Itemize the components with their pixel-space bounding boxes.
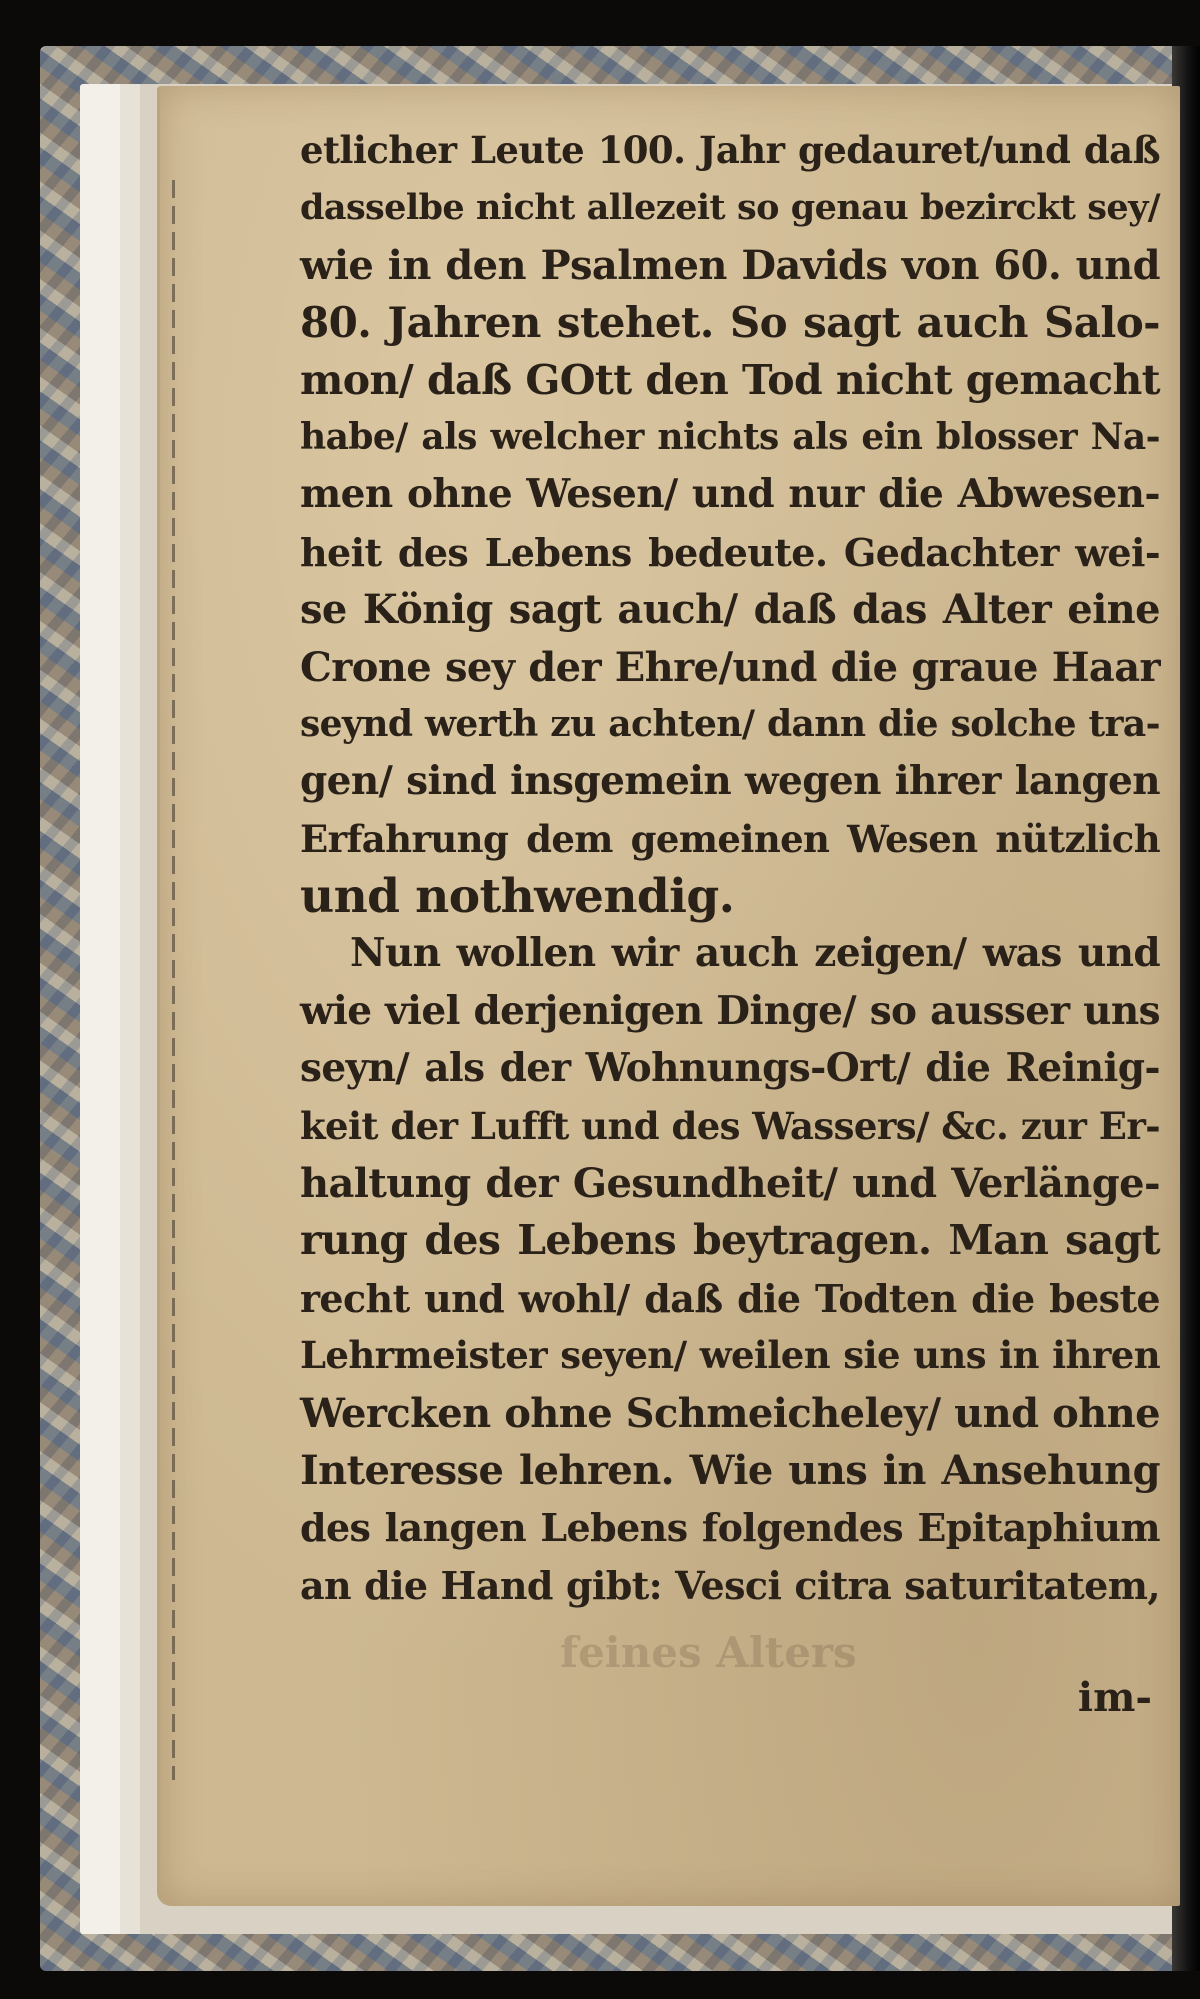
text-line: Crone sey der Ehre/und die graue Haar bbox=[300, 643, 1160, 691]
text-line: 80. Jahren stehet. So sagt auch Salo- bbox=[300, 298, 1160, 348]
body-text bbox=[300, 122, 1160, 1614]
text-line: Wercken ohne Schmeicheley/ und ohne bbox=[300, 1389, 1160, 1437]
text-line: wie in den Psalmen Davids von 60. und bbox=[300, 241, 1160, 289]
text-line: Erfahrung dem gemeinen Wesen nützlich bbox=[300, 816, 1160, 861]
text-line: se König sagt auch/ daß das Alter eine bbox=[300, 586, 1160, 634]
text-line: dasselbe nicht allezeit so genau bezirckt sey/ bbox=[300, 187, 1160, 229]
text-line: Interesse lehren. Wie uns in Ansehung bbox=[300, 1446, 1160, 1494]
text-line: gen/ sind insgemein wegen ihrer langen bbox=[300, 758, 1160, 805]
text-line: seyn/ als der Wohnungs-Ort/ die Reinig- bbox=[300, 1045, 1160, 1092]
text-line: heit des Lebens bedeute. Gedachter wei- bbox=[300, 529, 1160, 575]
catchword: im- bbox=[1077, 1674, 1152, 1721]
text-line: und nothwendig. bbox=[300, 869, 735, 925]
text-line: keit der Lufft und des Wassers/ &c. zur Er- bbox=[300, 1103, 1160, 1148]
text-line: wie viel derjenigen Dinge/ so ausser uns bbox=[300, 987, 1160, 1034]
text-line-paragraph-start: Nun wollen wir auch zeigen/ was und bbox=[350, 930, 1160, 977]
text-line: etlicher Leute 100. Jahr gedauret/und daß bbox=[300, 128, 1160, 172]
gutter-stitching bbox=[172, 180, 175, 1780]
text-line: rung des Lebens beytragen. Man sagt bbox=[300, 1216, 1160, 1265]
text-line: mon/ daß GOtt den Tod nicht gemacht bbox=[300, 355, 1160, 404]
text-line: men ohne Wesen/ und nur die Abwesen- bbox=[300, 471, 1160, 518]
text-line: seynd werth zu achten/ dann die solche tra- bbox=[300, 702, 1160, 745]
text-line: an die Hand gibt: Vesci citra saturitatem, bbox=[300, 1562, 1160, 1608]
text-line: haltung der Gesundheit/ und Verlänge- bbox=[300, 1160, 1160, 1208]
text-line: recht und wohl/ daß die Todten die beste bbox=[300, 1275, 1160, 1321]
bleed-through-text: feines Alters bbox=[560, 1628, 857, 1677]
text-line: Lehrmeister seyen/ weilen sie uns in ihren bbox=[300, 1333, 1160, 1378]
text-line: des langen Lebens folgendes Epitaphium bbox=[300, 1505, 1160, 1551]
text-line: habe/ als welcher nichts als ein blosser Na- bbox=[300, 415, 1160, 458]
